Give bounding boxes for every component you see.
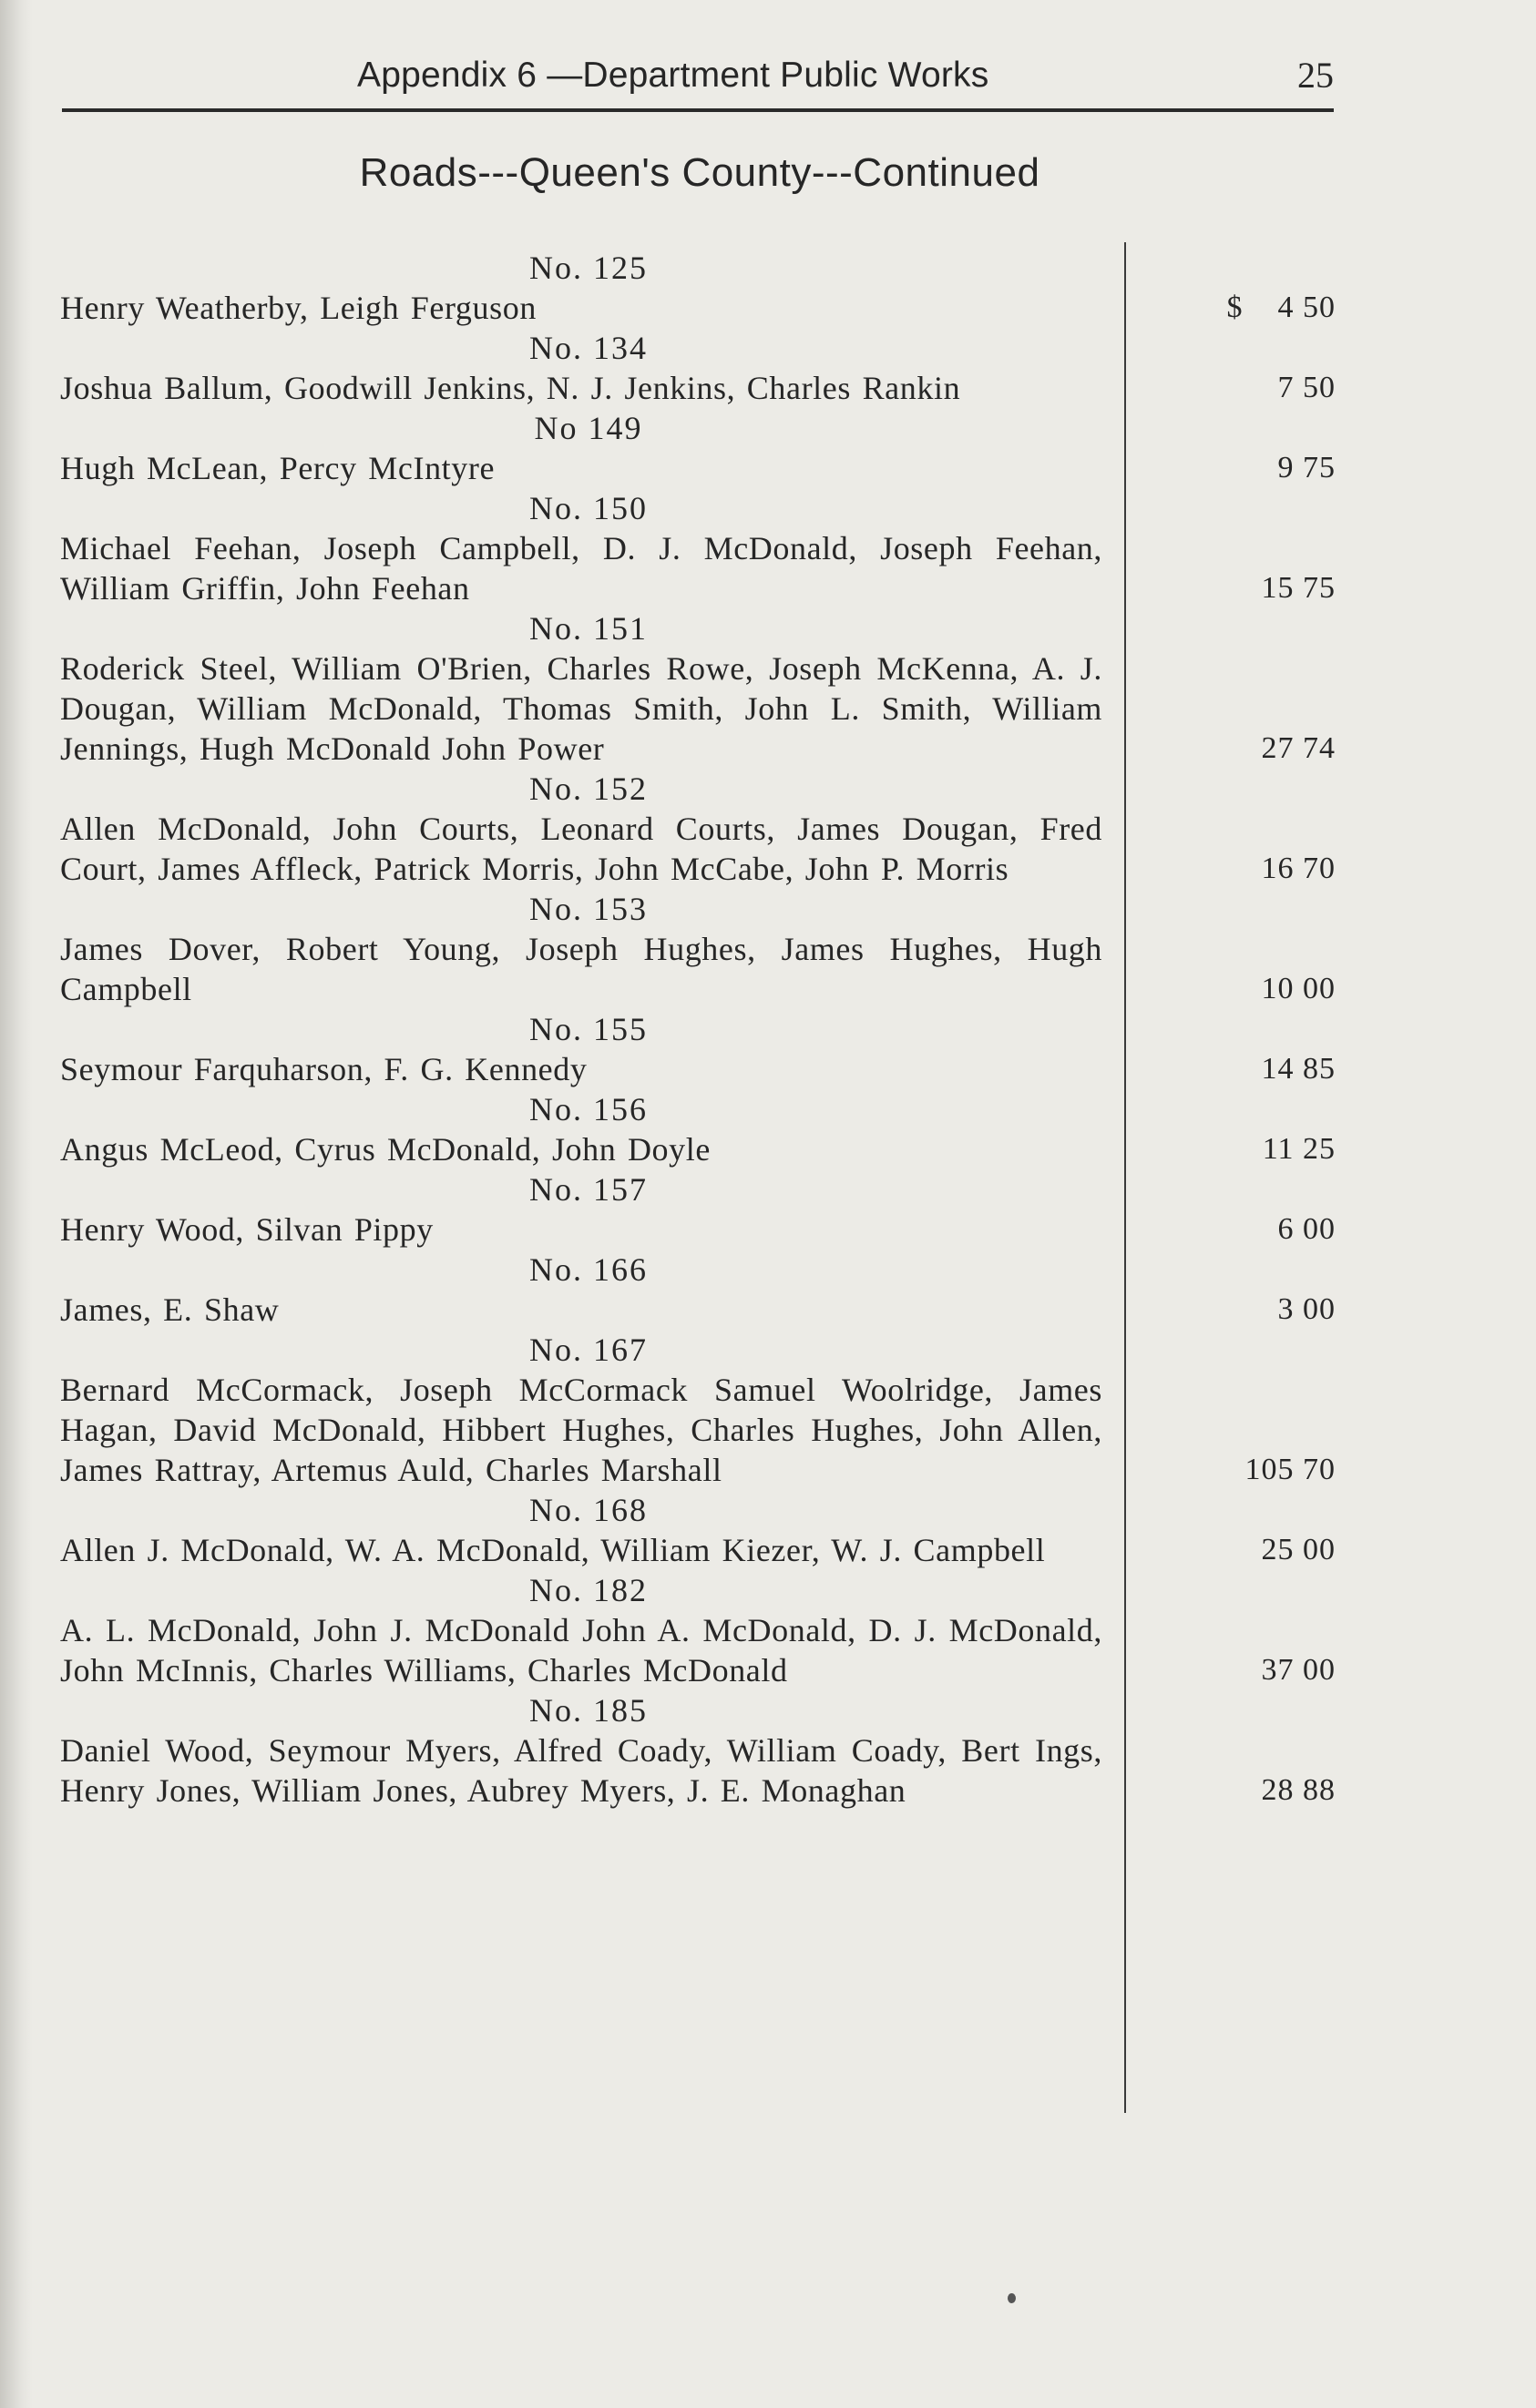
road-entry bbox=[60, 1250, 1336, 1330]
entry-row bbox=[60, 1049, 1336, 1089]
page-edge-shadow bbox=[0, 0, 33, 2408]
road-workers: Roderick Steel, William O'Brien, Charles Rowe, Joseph McKenna, A. J. Dougan, William McDonald, Thomas Smith, John L. Smith, William Jennings, Hugh McDonald John Power bbox=[60, 650, 1102, 767]
amount-value: 6 00 bbox=[1277, 1212, 1336, 1246]
road-workers: Joshua Ballum, Goodwill Jenkins, N. J. Jenkins, Charles Rankin bbox=[60, 370, 961, 406]
amount-value: 25 00 bbox=[1261, 1533, 1336, 1566]
road-amount bbox=[1102, 368, 1336, 408]
ink-speck bbox=[1008, 2293, 1016, 2303]
road-entry bbox=[60, 608, 1336, 769]
road-number: No. 150 bbox=[529, 490, 648, 526]
road-number: No. 152 bbox=[529, 770, 648, 807]
road-number: No. 185 bbox=[529, 1692, 648, 1729]
road-number: No. 134 bbox=[529, 330, 648, 366]
road-workers: Angus McLeod, Cyrus McDonald, John Doyle bbox=[60, 1131, 711, 1168]
road-entry bbox=[60, 328, 1336, 408]
entry-row bbox=[60, 929, 1336, 1009]
road-number: No. 156 bbox=[529, 1091, 648, 1127]
running-head: Appendix 6 —Department Public Works bbox=[357, 56, 989, 95]
entry-row bbox=[60, 288, 1336, 328]
road-amount bbox=[1102, 1290, 1336, 1330]
road-amount bbox=[1102, 849, 1336, 889]
road-number: No. 151 bbox=[529, 610, 648, 647]
road-number: No. 167 bbox=[529, 1332, 648, 1368]
road-entry bbox=[60, 1089, 1336, 1169]
page-number: 25 bbox=[1297, 55, 1334, 96]
amount-value: 15 75 bbox=[1261, 571, 1336, 605]
road-workers: Daniel Wood, Seymour Myers, Alfred Coady, William Coady, Bert Ings, Henry Jones, William Jones, Aubrey Myers, J. E. Monaghan bbox=[60, 1732, 1102, 1809]
road-amount bbox=[1102, 1650, 1336, 1690]
road-workers: Henry Wood, Silvan Pippy bbox=[60, 1211, 434, 1248]
road-entry bbox=[60, 488, 1336, 608]
road-number: No. 125 bbox=[529, 250, 648, 286]
amount-value: 105 70 bbox=[1244, 1453, 1336, 1486]
road-amount bbox=[1102, 288, 1336, 328]
amount-value: 10 00 bbox=[1261, 972, 1336, 1005]
currency-symbol: $ bbox=[1226, 291, 1244, 324]
entry-row bbox=[60, 1610, 1336, 1690]
road-entry bbox=[60, 248, 1336, 328]
road-expenditure-table bbox=[60, 248, 1336, 1811]
amount-value: 9 75 bbox=[1277, 451, 1336, 485]
entry-row bbox=[60, 1730, 1336, 1811]
road-amount bbox=[1102, 1450, 1336, 1490]
road-entry bbox=[60, 408, 1336, 488]
entry-row bbox=[60, 648, 1336, 769]
road-number: No 149 bbox=[534, 410, 643, 446]
road-amount bbox=[1102, 1770, 1336, 1811]
section-title: Roads---Queen's County---Continued bbox=[359, 150, 1040, 195]
road-amount bbox=[1102, 448, 1336, 488]
amount-value: 16 70 bbox=[1261, 852, 1336, 885]
road-number: No. 153 bbox=[529, 891, 648, 927]
road-entry bbox=[60, 1690, 1336, 1811]
road-workers: Allen McDonald, John Courts, Leonard Courts, James Dougan, Fred Court, James Affleck, Patrick Morris, John McCabe, John P. Morris bbox=[60, 811, 1102, 887]
amount-value: 3 00 bbox=[1277, 1292, 1336, 1326]
road-workers: Allen J. McDonald, W. A. McDonald, William Kiezer, W. J. Campbell bbox=[60, 1532, 1046, 1568]
amount-value: 14 85 bbox=[1261, 1052, 1336, 1086]
road-workers: Hugh McLean, Percy McIntyre bbox=[60, 450, 496, 486]
road-number: No. 182 bbox=[529, 1572, 648, 1608]
amount-value: 7 50 bbox=[1277, 371, 1336, 404]
entry-row bbox=[60, 809, 1336, 889]
road-amount bbox=[1102, 1209, 1336, 1250]
road-workers: James, E. Shaw bbox=[60, 1291, 280, 1328]
road-entry bbox=[60, 889, 1336, 1009]
amount-value: 28 88 bbox=[1261, 1773, 1336, 1807]
road-workers: Bernard McCormack, Joseph McCormack Samuel Woolridge, James Hagan, David McDonald, Hibbert Hughes, Charles Hughes, John Allen, James Rattray, Artemus Auld, Charles Marshall bbox=[60, 1372, 1102, 1488]
entry-row bbox=[60, 1209, 1336, 1250]
road-entry bbox=[60, 1330, 1336, 1490]
road-number: No. 157 bbox=[529, 1171, 648, 1208]
entry-row bbox=[60, 528, 1336, 608]
road-entry bbox=[60, 1490, 1336, 1570]
road-workers: James Dover, Robert Young, Joseph Hughes, James Hughes, Hugh Campbell bbox=[60, 931, 1102, 1007]
road-amount bbox=[1102, 969, 1336, 1009]
entry-row bbox=[60, 448, 1336, 488]
road-workers: A. L. McDonald, John J. McDonald John A. McDonald, D. J. McDonald, John McInnis, Charles Williams, Charles McDonald bbox=[60, 1612, 1102, 1689]
road-entry bbox=[60, 769, 1336, 889]
amount-value: 4 50 bbox=[1277, 291, 1336, 324]
entry-row bbox=[60, 1290, 1336, 1330]
road-entry bbox=[60, 1169, 1336, 1250]
road-number: No. 168 bbox=[529, 1492, 648, 1528]
road-amount bbox=[1102, 1530, 1336, 1570]
road-amount bbox=[1102, 729, 1336, 769]
road-number: No. 155 bbox=[529, 1011, 648, 1047]
road-amount bbox=[1102, 1129, 1336, 1169]
road-workers: Michael Feehan, Joseph Campbell, D. J. McDonald, Joseph Feehan, William Griffin, John Feehan bbox=[60, 530, 1102, 607]
road-number: No. 166 bbox=[529, 1251, 648, 1288]
road-entry bbox=[60, 1570, 1336, 1690]
road-workers: Henry Weatherby, Leigh Ferguson bbox=[60, 290, 537, 326]
entry-row bbox=[60, 1370, 1336, 1490]
road-amount bbox=[1102, 1049, 1336, 1089]
road-entry bbox=[60, 1009, 1336, 1089]
entry-row bbox=[60, 1129, 1336, 1169]
amount-value: 27 74 bbox=[1261, 731, 1336, 765]
road-amount bbox=[1102, 568, 1336, 608]
entry-row bbox=[60, 1530, 1336, 1570]
amount-value: 11 25 bbox=[1262, 1132, 1336, 1166]
entry-row bbox=[60, 368, 1336, 408]
amount-value: 37 00 bbox=[1261, 1653, 1336, 1687]
page-header bbox=[62, 50, 1334, 112]
road-workers: Seymour Farquharson, F. G. Kennedy bbox=[60, 1051, 588, 1087]
